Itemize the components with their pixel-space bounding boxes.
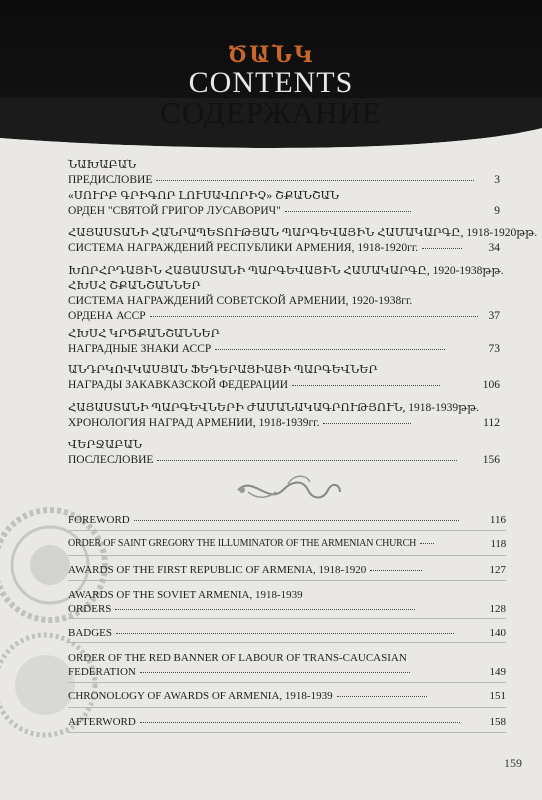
toc-page: 140 <box>489 627 506 639</box>
toc-page: 118 <box>490 538 506 550</box>
toc-entry-title: AWARDS OF THE SOVIET ARMENIA, 1918-1939 <box>68 589 303 601</box>
toc-entry-arm: ԱՆԴՐԿՈՎԿԱՍՅԱՆ ՖԵԴԵՐԱՑԻԱՅԻ ՊԱՐԳԵՎՆԵՐ <box>68 364 378 376</box>
toc-page: 128 <box>489 603 506 615</box>
ornament-flourish <box>228 470 348 510</box>
toc-entry[interactable] <box>68 327 500 357</box>
toc-entry-ru: ОРДЕН "СВЯТОЙ ГРИГОР ЛУСАВОРИЧ" <box>68 205 281 217</box>
title-english: CONTENTS <box>188 66 354 99</box>
title-russian: СОДЕРЖАНИЕ <box>160 95 382 130</box>
toc-page: 106 <box>482 379 500 391</box>
toc-entry-en[interactable] <box>68 651 506 679</box>
toc-page: 158 <box>489 716 506 728</box>
toc-entry-ru: СИСТЕМА НАГРАЖДЕНИЙ РЕСПУБЛИКИ АРМЕНИЯ, 1918-1920гг. <box>68 242 419 254</box>
toc-entry-arm-2: ՀԽՍՀ ՇՔԱՆՇԱՆՆԵՐ <box>68 280 201 292</box>
divider <box>68 580 506 581</box>
toc-entry-arm: «ՍՈՒՐԲ ԳՐԻԳՈՐ ԼՈՒՍԱՎՈՐԻՉ» ՇՔԱՆՇԱՆ <box>68 190 339 202</box>
toc-entry[interactable] <box>68 363 500 393</box>
toc-entry-title-2: FEDERATION <box>68 666 136 678</box>
toc-entry-en[interactable] <box>68 689 506 703</box>
divider <box>68 732 506 733</box>
toc-entry-en[interactable] <box>68 715 506 729</box>
toc-page: 149 <box>489 666 506 678</box>
toc-page: 3 <box>494 174 500 186</box>
toc-entry[interactable] <box>68 189 500 219</box>
title-armenian: ԾԱՆԿ <box>227 42 315 67</box>
toc-entry-arm: ԽՈՐՀՐԴԱՅԻՆ ՀԱՅԱՍՏԱՆԻ ՊԱՐԳԵՎԱՅԻՆ ՀԱՄԱԿԱՐԳԸ, 1920-1938թթ. <box>68 265 504 277</box>
toc-page: 34 <box>488 242 500 254</box>
divider <box>68 555 506 556</box>
toc-entry-en[interactable] <box>68 513 506 527</box>
toc-entry[interactable] <box>68 401 500 431</box>
toc-entry-ru: НАГРАДЫ ЗАКАВКАЗСКОЙ ФЕДЕРАЦИИ <box>68 379 289 391</box>
divider <box>68 618 506 619</box>
toc-entry-title: ORDER OF THE RED BANNER OF LABOUR OF TRANS-CAUCASIAN <box>68 652 407 664</box>
toc-page: 73 <box>488 343 500 355</box>
toc-entry-en[interactable] <box>68 563 506 577</box>
toc-entry[interactable] <box>68 226 538 256</box>
toc-entry-ru-2: ОРДЕНА АССР <box>68 310 146 322</box>
toc-entry-ru: НАГРАДНЫЕ ЗНАКИ АССР <box>68 343 212 355</box>
toc-entry-en[interactable] <box>68 537 506 551</box>
toc-entry[interactable] <box>68 438 500 468</box>
toc-entry-arm: ՀԱՅԱՍՏԱՆԻ ՀԱՆՐԱՊԵՏՈՒԹՅԱՆ ՊԱՐԳԵՎԱՅԻՆ ՀԱՄԱԿԱՐԳԸ, 1918-1920թթ. <box>68 227 538 239</box>
toc-entry-en[interactable] <box>68 588 506 616</box>
toc-entry-arm: ՀԱՅԱՍՏԱՆԻ ՊԱՐԳԵՎՆԵՐԻ ԺԱՄԱՆԱԿԱԳՐՈՒԹՅՈՒՆ, 1918-1939թթ. <box>68 402 480 414</box>
toc-page: 116 <box>489 514 506 526</box>
toc-page: 151 <box>489 690 506 702</box>
toc-page: 156 <box>482 454 500 466</box>
toc-entry-title: ORDER OF SAINT GREGORY THE ILLUMINATOR OF THE ARMENIAN CHURCH <box>68 538 417 549</box>
toc-entry-title-2: ORDERS <box>68 603 112 615</box>
divider <box>68 682 506 683</box>
toc-entry-ru: ПОСЛЕСЛОВИЕ <box>68 454 154 466</box>
toc-page: 127 <box>489 564 506 576</box>
toc-entry-title: CHRONOLOGY OF AWARDS OF ARMENIA, 1918-1939 <box>68 690 333 702</box>
toc-entry-ru: ПРЕДИСЛОВИЕ <box>68 174 153 186</box>
toc-entry[interactable] <box>68 264 504 324</box>
toc-entry-title: FOREWORD <box>68 514 130 526</box>
toc-entry-ru: СИСТЕМА НАГРАЖДЕНИЙ СОВЕТСКОЙ АРМЕНИИ, 1920-1938гг. <box>68 295 413 307</box>
toc-page: 9 <box>494 205 500 217</box>
toc-page: 37 <box>488 310 500 322</box>
toc-entry-ru: ХРОНОЛОГИЯ НАГРАД АРМЕНИИ, 1918-1939гг. <box>68 417 320 429</box>
divider <box>68 642 506 643</box>
toc-entry-arm: ՆԱԽԱԲԱՆ <box>68 159 137 171</box>
toc-entry[interactable] <box>68 158 500 188</box>
divider <box>68 530 506 531</box>
toc-entry-title: BADGES <box>68 627 113 639</box>
toc-entry-en[interactable] <box>68 626 506 640</box>
toc-entry-title: AFTERWORD <box>68 716 136 728</box>
toc-page: 112 <box>483 417 500 429</box>
toc-entry-arm: ՀԽՍՀ ԿՐԾՔԱՆՇԱՆՆԵՐ <box>68 328 220 340</box>
divider <box>68 707 506 708</box>
toc-entry-arm: ՎԵՐՋԱԲԱՆ <box>68 439 143 451</box>
page-number: 159 <box>504 756 522 770</box>
toc-entry-title: AWARDS OF THE FIRST REPUBLIC OF ARMENIA, 1918-1920 <box>68 564 367 576</box>
